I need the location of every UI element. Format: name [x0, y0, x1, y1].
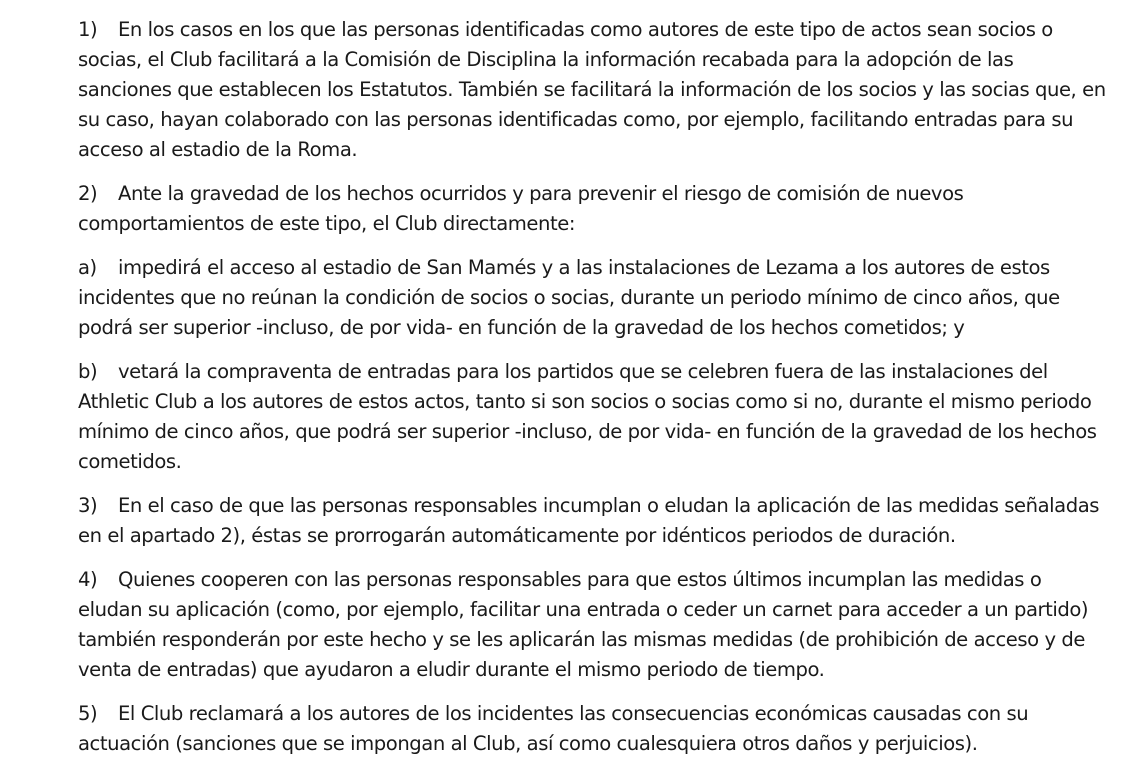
paragraph-number: 4) [78, 568, 98, 591]
paragraph-text: En el caso de que las personas responsables incumplan o eludan la aplicación de las medidas señaladas en el apartado 2), éstas se prorrogarán automáticamente por idénticos periodos de duración. [78, 494, 1100, 547]
paragraph-number: 1) [78, 18, 98, 41]
paragraph-text: Ante la gravedad de los hechos ocurridos y para prevenir el riesgo de comisión de nuevos comportamientos de este tipo, el Club directamente: [78, 182, 964, 235]
paragraph-3 [78, 491, 1107, 551]
paragraph-number: b) [78, 360, 98, 383]
paragraph-text: impedirá el acceso al estadio de San Mamés y a las instalaciones de Lezama a los autores de estos incidentes que no reúnan la condición de socios o socias, durante un periodo mínimo de cinco años, que podrá ser superior -incluso, de por vida- en función de la gravedad de los hechos cometidos; y [78, 256, 1060, 339]
paragraph-number: 5) [78, 702, 98, 725]
paragraph-2 [78, 179, 1107, 239]
paragraph-text: Quienes cooperen con las personas responsables para que estos últimos incumplan las medidas o eludan su aplicación (como, por ejemplo, facilitar una entrada o ceder un carnet para acceder a un partido) también responderán por este hecho y se les aplicarán las mismas medidas (de prohibición de acceso y de venta de entradas) que ayudaron a eludir durante el mismo periodo de tiempo. [78, 568, 1089, 681]
subparagraph-a [78, 253, 1107, 343]
paragraph-1 [78, 15, 1107, 165]
paragraph-text: vetará la compraventa de entradas para los partidos que se celebren fuera de las instalaciones del Athletic Club a los autores de estos actos, tanto si son socios o socias como si no, durante el mismo periodo mínimo de cinco años, que podrá ser superior -incluso, de por vida- en función de la gravedad de los hechos cometidos. [78, 360, 1097, 473]
paragraph-4 [78, 565, 1107, 685]
paragraph-number: a) [78, 256, 97, 279]
paragraph-number: 2) [78, 182, 98, 205]
paragraph-number: 3) [78, 494, 98, 517]
paragraph-5 [78, 699, 1107, 759]
paragraph-text: En los casos en los que las personas identificadas como autores de este tipo de actos sean socios o socias, el Club facilitará a la Comisión de Disciplina la información recabada para la adopción de las sanciones que establecen los Estatutos. También se facilitará la información de los socios y las socias que, en su caso, hayan colaborado con las personas identificadas como, por ejemplo, facilitando entradas para su acceso al estadio de la Roma. [78, 18, 1106, 161]
paragraph-text: El Club reclamará a los autores de los incidentes las consecuencias económicas causadas con su actuación (sanciones que se impongan al Club, así como cualesquiera otros daños y perjuicios). [78, 702, 1029, 755]
subparagraph-b [78, 357, 1107, 477]
